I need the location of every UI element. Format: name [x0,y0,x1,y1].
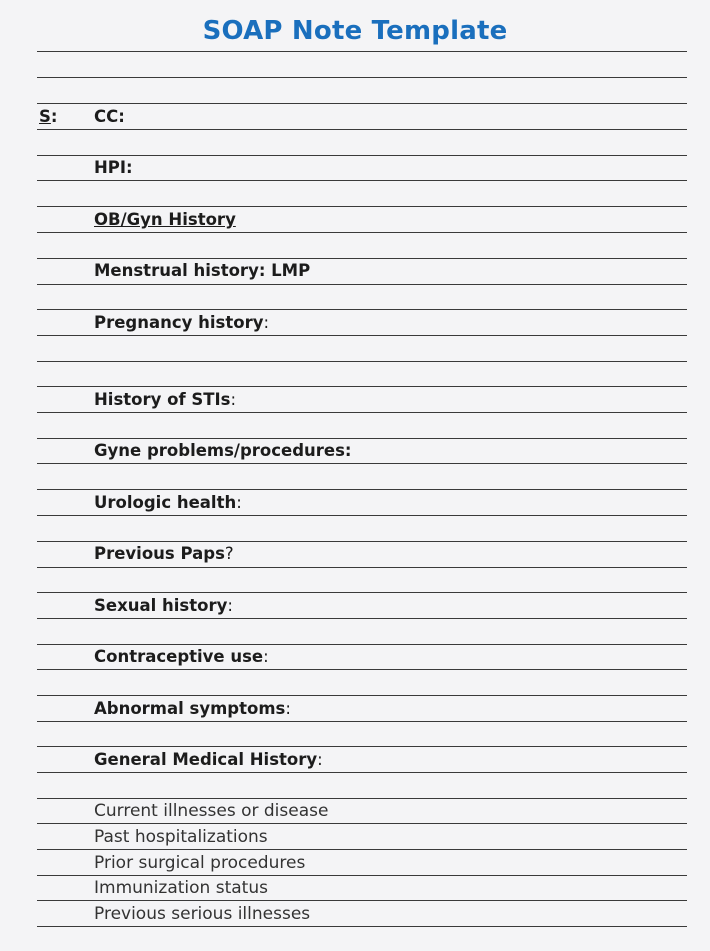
contraceptive-use-label [94,647,269,667]
ruled-line [37,180,687,181]
ruled-line [37,463,687,464]
ruled-line [37,823,687,824]
previous-paps-label [94,544,234,564]
sti-history-text: History of STIs [94,390,231,409]
ruled-line [37,51,687,52]
cc-label: CC: [94,107,125,126]
section-s-label [39,107,58,127]
ruled-line [37,695,687,696]
section-s-letter: S [39,107,51,126]
contraceptive-use-text: Contraceptive use [94,647,264,666]
sexual-history-text: Sexual history [94,596,228,615]
ruled-line [37,644,687,645]
ruled-line [37,721,687,722]
ruled-line [37,489,687,490]
ruled-line [37,875,687,876]
sti-history-colon: : [230,390,237,409]
ruled-line [37,746,687,747]
ruled-line [37,258,687,259]
ruled-line [37,798,687,799]
previous-paps-question: ? [224,544,234,563]
general-medical-history-label [94,750,323,770]
page-title: SOAP Note Template [202,16,508,46]
gyne-problems-label: Gyne problems/procedures: [94,441,352,460]
ruled-line [37,438,687,439]
ruled-line [37,103,687,104]
pregnancy-history-label [94,313,269,333]
ruled-line [37,772,687,773]
ruled-line [37,361,687,362]
general-medical-history-colon: : [317,750,323,769]
ruled-line [37,284,687,285]
obgyn-history-heading: OB/Gyn History [94,210,236,229]
abnormal-symptoms-label [94,699,291,719]
list-item: Previous serious illnesses [94,904,311,924]
contraceptive-use-colon: : [263,647,269,666]
ruled-line [37,900,687,901]
menstrual-history-label: Menstrual history: LMP [94,261,311,280]
ruled-line [37,926,687,927]
list-item: Immunization status [94,878,268,898]
ruled-line [37,412,687,413]
ruled-line [37,335,687,336]
ruled-line [37,77,687,78]
pregnancy-history-colon: : [263,313,270,332]
sti-history-label [94,390,236,410]
ruled-line [37,386,687,387]
ruled-line [37,206,687,207]
ruled-line [37,618,687,619]
list-item: Current illnesses or disease [94,801,329,821]
ruled-line [37,155,687,156]
list-item: Prior surgical procedures [94,853,306,873]
ruled-line [37,129,687,130]
ruled-line [37,592,687,593]
urologic-health-text: Urologic health [94,493,237,512]
ruled-line [37,515,687,516]
general-medical-history-text: General Medical History [94,750,318,769]
hpi-label: HPI: [94,158,133,177]
urologic-health-label [94,493,242,513]
ruled-line [37,541,687,542]
ruled-line [37,309,687,310]
section-s-colon: : [50,107,58,126]
pregnancy-history-text: Pregnancy history [94,313,264,332]
previous-paps-text: Previous Paps [94,544,225,563]
list-item: Past hospitalizations [94,827,268,847]
sexual-history-label [94,596,233,616]
sexual-history-colon: : [227,596,233,615]
urologic-health-colon: : [236,493,242,512]
ruled-line [37,669,687,670]
ruled-line [37,232,687,233]
abnormal-symptoms-text: Abnormal symptoms [94,699,286,718]
ruled-line [37,567,687,568]
abnormal-symptoms-colon: : [285,699,291,718]
ruled-line [37,849,687,850]
